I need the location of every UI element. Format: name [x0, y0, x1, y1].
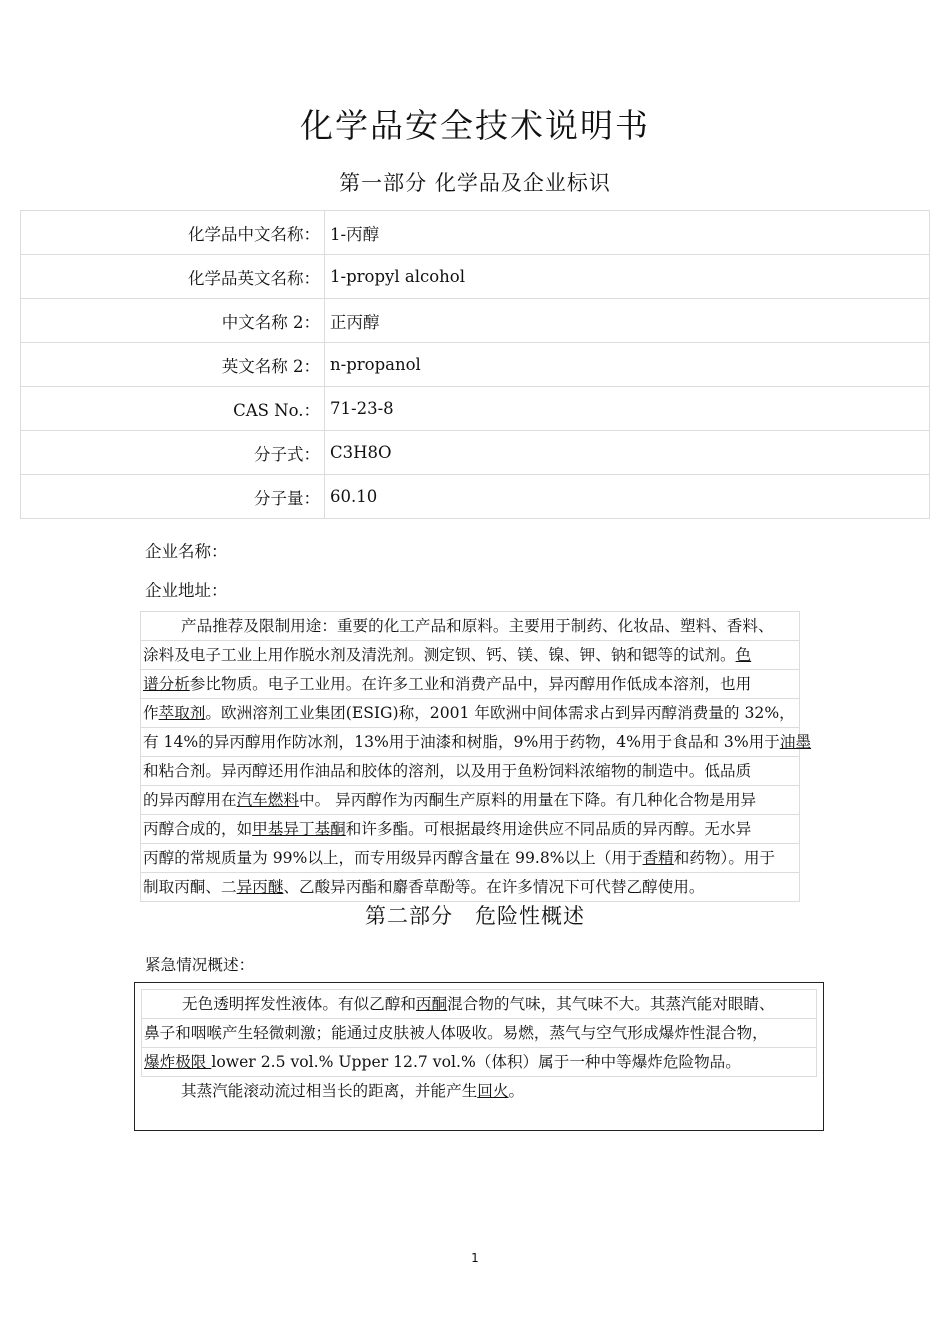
linked-term: 香精 [642, 849, 674, 867]
field-label: 英文名称 2： [21, 343, 325, 387]
linked-term: 甲基异丁基酮 [252, 820, 346, 838]
field-label: 分子式： [21, 431, 325, 475]
text-segment: 的异丙醇用在 [143, 791, 237, 809]
linked-term: 汽车燃料 [236, 791, 299, 809]
linked-term: 谱分析 [143, 675, 190, 693]
part1-heading: 第一部分 化学品及企业标识 [339, 171, 611, 195]
text-segment: 和粘合剂。异丙醇还用作油品和胶体的溶剂，以及用于鱼粉饲料浓缩物的制造中。低品质 [143, 762, 752, 780]
identification-row [21, 387, 930, 431]
field-label: 中文名称 2： [21, 299, 325, 343]
text-segment: 制取丙酮、二 [143, 878, 237, 896]
field-value: 1-丙醇 [325, 211, 930, 255]
emergency-overview-label: 紧急情况概述： [145, 956, 255, 974]
linked-term: 回火 [477, 1082, 509, 1100]
field-value: 71-23-8 [325, 387, 930, 431]
field-label: CAS No.： [21, 387, 325, 431]
field-label: 化学品英文名称： [21, 255, 325, 299]
text-line [140, 844, 800, 873]
text-line [140, 873, 800, 902]
linked-term: 丙酮 [415, 995, 448, 1013]
text-segment: 。 [508, 1082, 525, 1100]
text-segment: 和许多酯。可根据最终用途供应不同品质的异丙醇。无水异 [345, 820, 752, 838]
part2-heading: 第二部分 危险性概述 [365, 904, 585, 928]
text-line [140, 699, 800, 728]
text-segment: 作 [143, 704, 159, 722]
field-value: 正丙醇 [325, 299, 930, 343]
identification-table [20, 210, 930, 519]
text-segment: 丙醇的常规质量为 99%以上，而专用级异丙醇含量在 99.8%以上（用于 [143, 849, 643, 867]
field-value: 1-propyl alcohol [325, 255, 930, 299]
field-value: 60.10 [325, 475, 930, 519]
text-segment: 其蒸汽能滚动流过相当长的距离，并能产生 [181, 1082, 478, 1100]
identification-row [21, 211, 930, 255]
text-segment: 丙醇合成的，如 [143, 820, 253, 838]
text-segment: lower 2.5 vol.% Upper 12.7 vol.%（体积）属于一种中等爆炸危险物品。 [211, 1053, 741, 1071]
text-line [141, 990, 817, 1019]
linked-term: 萃取剂 [158, 704, 206, 722]
text-line [140, 728, 812, 757]
text-segment: 中。 异丙醇作为丙酮生产原料的用量在下降。有几种化合物是用异 [298, 791, 757, 809]
company-address-label: 企业地址： [145, 581, 228, 600]
hazard-box [134, 982, 824, 1131]
company-name-label: 企业名称： [145, 542, 228, 561]
identification-row [21, 299, 930, 343]
text-segment: 无色透明挥发性液体。有似乙醇和 [182, 995, 416, 1013]
text-line [140, 815, 800, 844]
page-number: 1 [471, 1251, 479, 1265]
text-segment: 、乙酸异丙酯和麝香草酚等。在许多情况下可代替乙醇使用。 [283, 878, 705, 896]
field-value: C3H8O [325, 431, 930, 475]
linked-term: 爆炸极限 [144, 1053, 212, 1071]
text-segment: 参比物质。电子工业用。在许多工业和消费产品中，异丙醇用作低成本溶剂，也用 [189, 675, 752, 693]
linked-term: 异丙醚 [236, 878, 284, 896]
identification-row [21, 343, 930, 387]
field-value: n-propanol [325, 343, 930, 387]
text-segment: 有 14%的异丙醇用作防冰剂，13%用于油漆和树脂，9%用于药物，4%用于食品和 3%用于 [143, 733, 780, 751]
text-line [140, 757, 800, 786]
text-segment: 涂料及电子工业上用作脱水剂及清洗剂。测定钡、钙、镁、镍、钾、钠和锶等的试剂。 [143, 646, 736, 664]
text-line [141, 1048, 817, 1077]
text-line [140, 670, 800, 699]
text-segment: 混合物的气味，其气味不大。其蒸汽能对眼睛、 [447, 995, 775, 1013]
text-segment: 和药物）。用于 [673, 849, 776, 867]
text-line [141, 1019, 817, 1048]
linked-term: 色 [735, 646, 752, 664]
hazard-text [141, 989, 817, 1105]
linked-term: 油墨 [779, 733, 812, 751]
identification-row [21, 475, 930, 519]
text-segment: 产品推荐及限制用途：重要的化工产品和原料。主要用于制药、化妆品、塑料、香料、 [181, 617, 774, 635]
text-line [140, 641, 800, 670]
text-segment: 鼻子和咽喉产生轻微刺激；能通过皮肤被人体吸收。易燃，蒸气与空气形成爆炸性混合物， [144, 1024, 768, 1042]
text-line [140, 786, 800, 815]
text-line [141, 1077, 817, 1105]
identification-row [21, 255, 930, 299]
text-line [140, 612, 800, 641]
text-segment: 。欧洲溶剂工业集团(ESIG)称，2001 年欧洲中间体需求占到异丙醇消费量的 32%， [205, 704, 795, 722]
field-label: 化学品中文名称： [21, 211, 325, 255]
identification-row [21, 431, 930, 475]
usage-paragraph [140, 611, 812, 902]
document-title: 化学品安全技术说明书 [300, 106, 650, 145]
field-label: 分子量： [21, 475, 325, 519]
